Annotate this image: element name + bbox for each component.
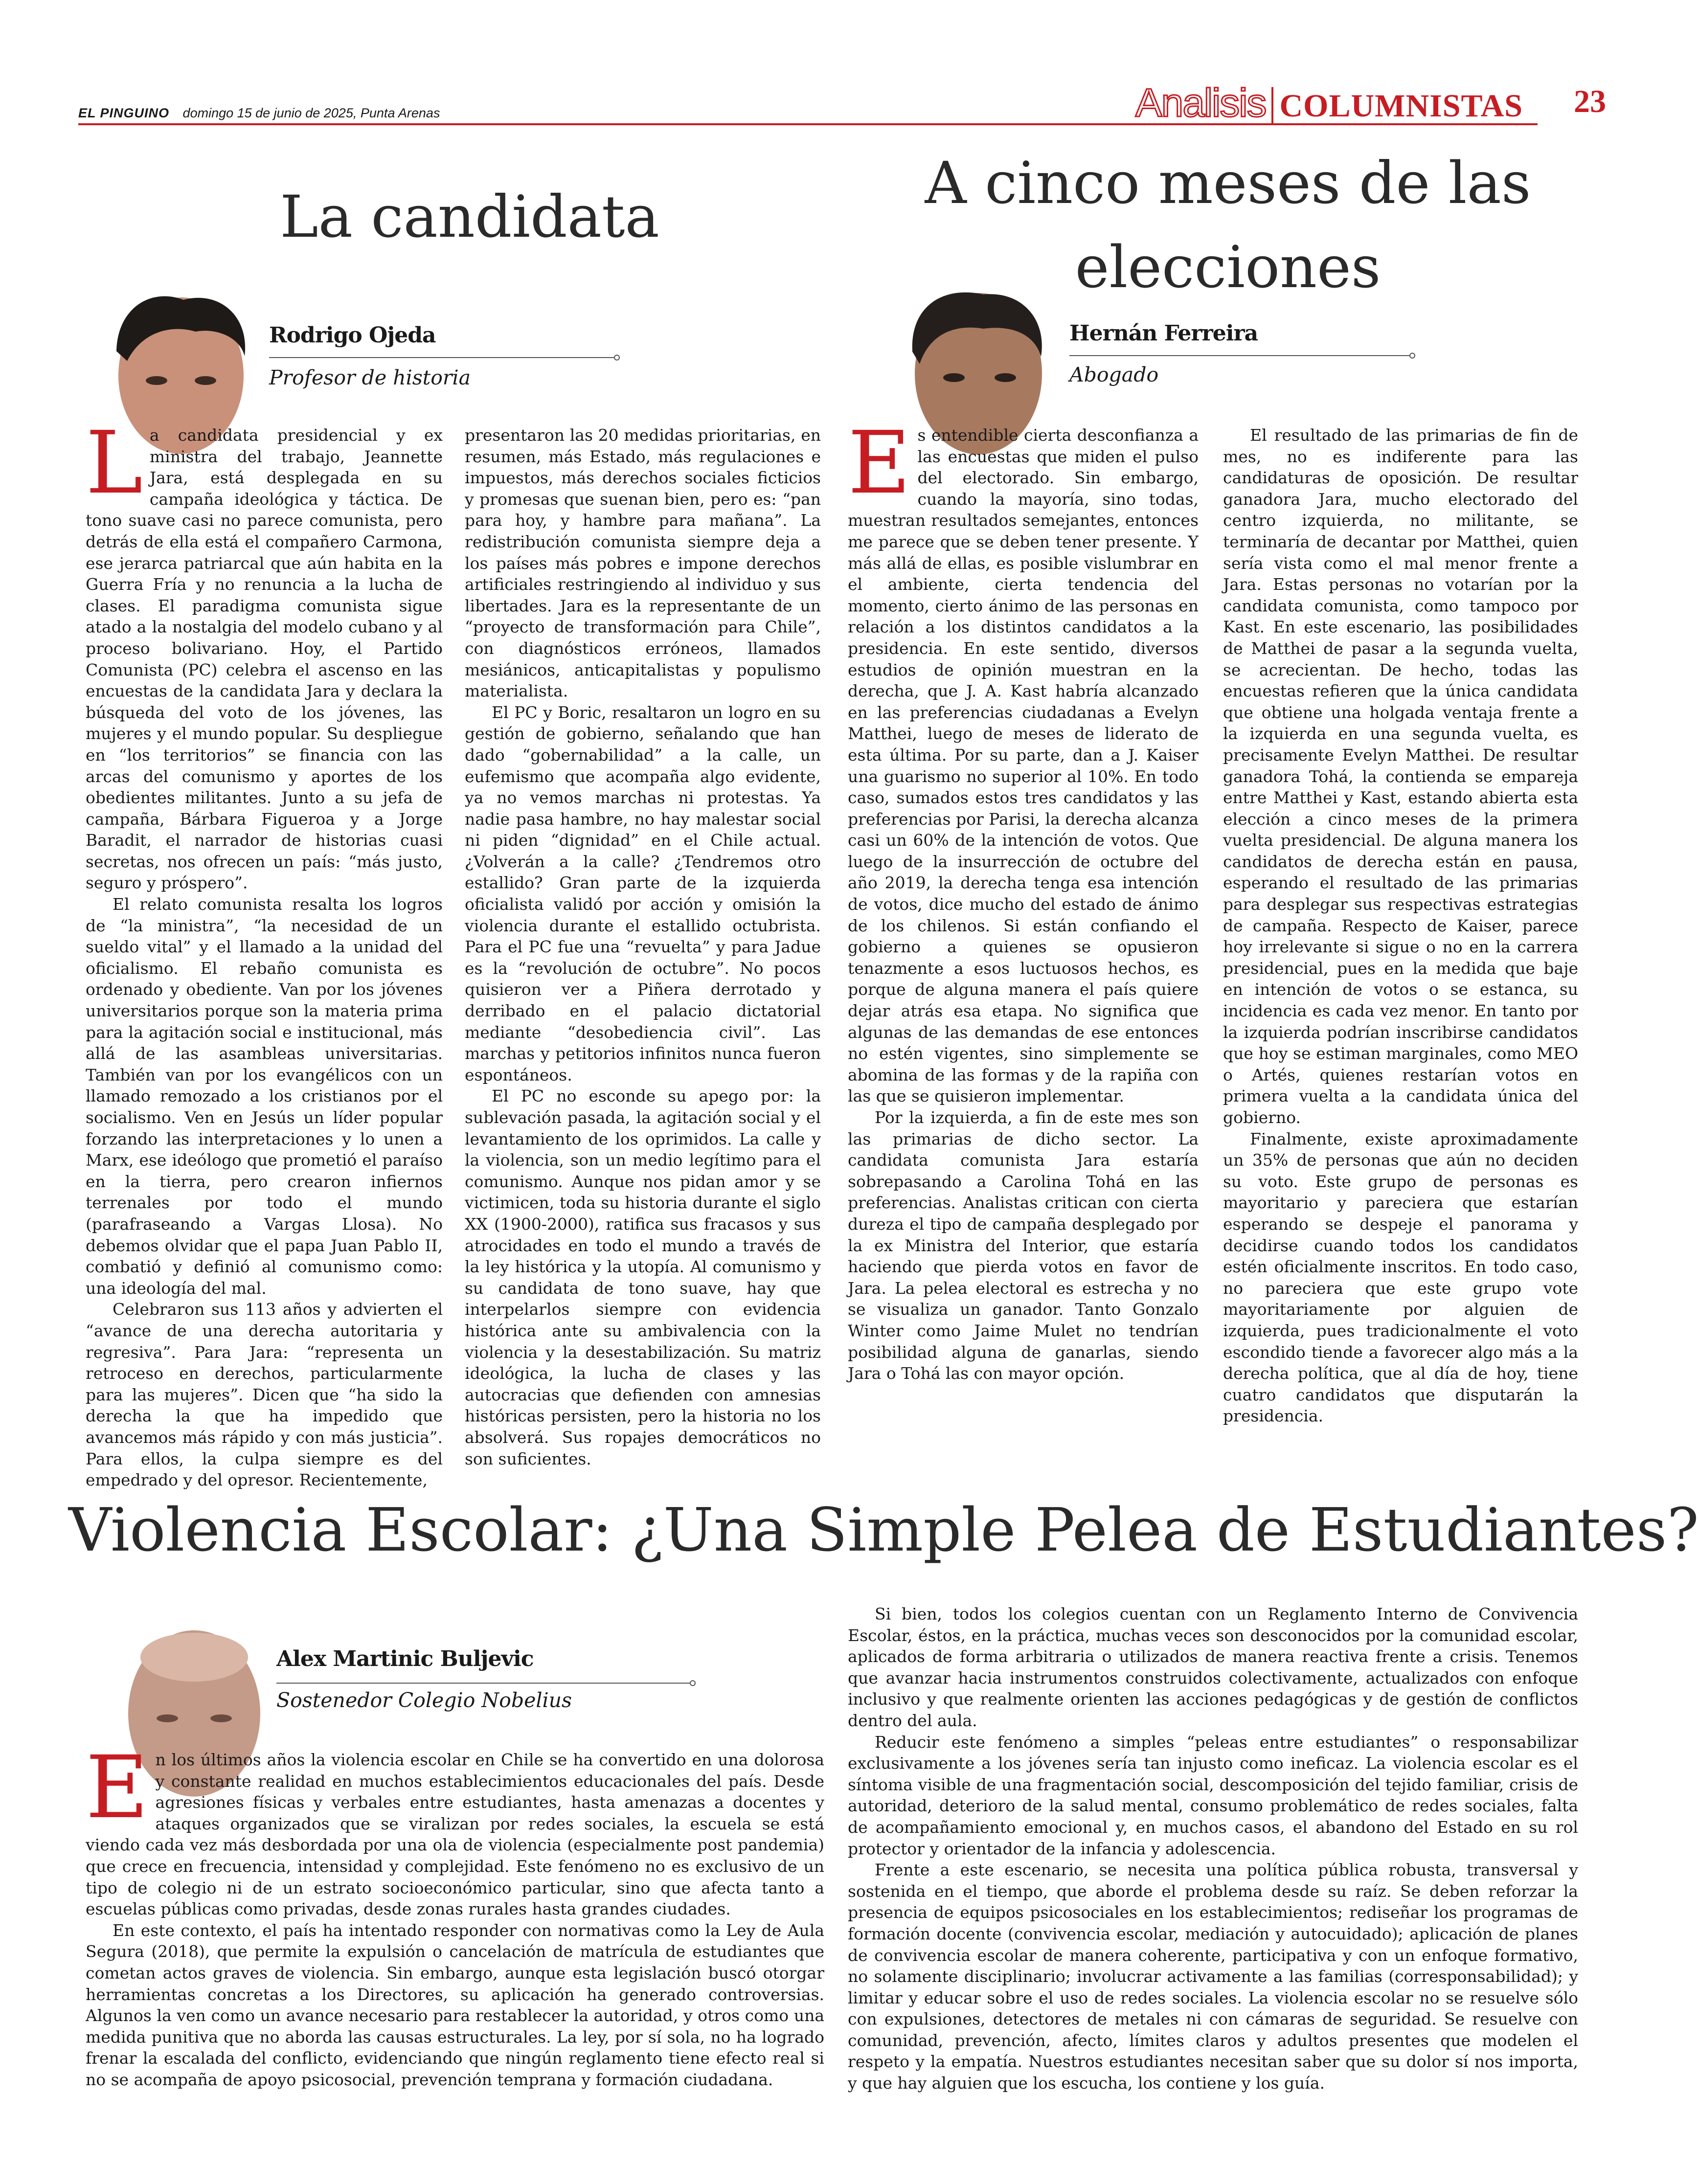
article1-column-1 xyxy=(86,413,443,1490)
date-place: domingo 15 de junio de 2025, Punta Arenas xyxy=(182,106,440,120)
article1-paragraph: Celebraron sus 113 años y advierten el “avance de una derecha autoritaria y regresiva”. Para Jara: “representa un retroceso en derechos, particularmente para las mujeres”. Dicen que “ha sido la derecha la que ha impedido que avancemos más rápido y con más justicia”. Para ellos, la culpa siempre es del empedrado y del opresor. Recientemente, xyxy=(86,1300,443,1490)
newspaper-name: EL PINGUINO xyxy=(78,106,170,120)
article1-headline: La candidata xyxy=(280,183,659,250)
article2-author: Hernán Ferreira xyxy=(1069,321,1258,346)
portrait-icon xyxy=(98,297,264,395)
article2-paragraph: Finalmente, existe aproximadamente un 35% de personas que aún no deciden su voto. Este grupo de personas es mayoritario y pareciera que estarían esperando se despeje el panorama y decidirse cuando todos los candidatos estén oficialmente inscritos. En todo caso, no pareciera que este grupo vote mayoritariamente por alguien de izquierda, pues tradicionalmente el voto escondido tiende a favorecer algo más a la derecha política, que al día de hoy, tiene cuatro candidatos que disputarán la presidencia. xyxy=(1223,1129,1578,1426)
article3-column-2 xyxy=(848,1603,1578,2151)
page-number: 23 xyxy=(1574,84,1606,119)
article1-paragraph: El PC y Boric, resaltaron un logro en su gestión de gobierno, señalando que han dado “gobernabilidad” a la calle, un eufemismo que acompaña algo evidente, ya no vemos marchas ni protestas. Ya nadie pasa hambre, no hay malestar social ni piden “dignidad” en el Chile actual. ¿Volverán a la calle? ¿Tendremos otro estallido? Gran parte de la izquierda oficialista validó por acción y omisión la violencia durante el estallido octubrista. Para el PC fue una “revuelta” y para Jadue es la “revolución de octubre”. No pocos quisieron ver a Piñera derrotado y derribado en el palacio dictatorial mediante “desobediencia civil”. Las marchas y petitorios infinitos nunca fueron espontáneos. xyxy=(465,702,821,1084)
article3-headline: Violencia Escolar: ¿Una Simple Pelea de Estudiantes? xyxy=(68,1495,1699,1565)
article3-paragraph: En los últimos años la violencia escolar en Chile se ha convertido en una dolorosa y constante realidad en muchos establecimientos educacionales del país. Desde agresiones físicas y verbales entre estudiantes, hasta amenazas a docentes y ataques organizados que se viralizan por redes sociales, la escuela se está viendo cada vez más desbordada por una ola de violencia (especialmente post pandemia) que crece en frecuencia, intensidad y complejidad. Este fenómeno no es exclusivo de un tipo de colegio ni de un estrato socioeconómico particular, sino que afecta tanto a escuelas públicas como privadas, desde zonas rurales hasta grandes ciudades. xyxy=(86,1737,824,1919)
section-divider xyxy=(1271,87,1273,123)
author-photo-hernan-ferreira xyxy=(885,291,1066,398)
article3-paragraph: En este contexto, el país ha intentado responder con normativas como la Ley de Aula Segura (2018), que permite la expulsión o cancelación de matrícula de estudiantes que cometan actos graves de violencia. Sin embargo, aunque esta legislación buscó otorgar herramientas concretas a los Directores, su aplicación ha generado controversias. Algunos la ven como un avance necesario para restablecer la autoridad, y otros como una medida punitiva que no aborda las causas estructurales. La ley, por sí sola, no ha logrado frenar la escalada del conflicto, evidenciando que ningún reglamento tiene efecto real si no se acompaña de apoyo psicosocial, prevención temprana y formación ciudadana. xyxy=(86,1920,824,2089)
article1-paragraph: El relato comunista resalta los logros de “la ministra”, “la necesidad de un sueldo vital” y el llamado a la unidad del oficialismo. El rebaño comunista es ordenado y obediente. Van por los jóvenes universitarios porque son la materia prima para la agitación social e institucional, más allá de las asambleas universitarias. También van por los evangélicos con un llamado remozado a los cristianos por el socialismo. Ven en Jesús un líder popular forzando las interpretaciones y lo unen a Marx, ese ideólogo que prometió el paraíso en la tierra, pero crearon infiernos terrenales por todo el mundo (parafraseando a Vargas Llosa). No debemos olvidar que el papa Juan Pablo II, combatió y definió al comunismo como: una ideología del mal. xyxy=(86,895,443,1298)
portrait-icon xyxy=(885,291,1066,398)
article3-author-role: Sostenedor Colegio Nobelius xyxy=(276,1689,572,1712)
author-photo-rodrigo-ojeda xyxy=(98,297,264,395)
article2-dropcap: E xyxy=(848,413,911,513)
article1-column-2 xyxy=(465,425,821,1466)
article2-author-role: Abogado xyxy=(1069,363,1159,386)
article1-paragraph: presentaron las 20 medidas prioritarias, en resumen, más Estado, más regulaciones e impuestos, más derechos sociales ficticios y promesas que suenan bien, pero es: “pan para hoy, y hambre para mañana”. La redistribución comunista siempre deja a los países más pobres e impone derechos artificiales restringiendo al individuo y sus libertades. Jara es la representante de un “proyecto de transformación para Chile”, con diagnósticos erróneos, llamados mesiánicos, anticapitalistas y populismo materialista. xyxy=(465,426,821,701)
portrait-icon xyxy=(113,1628,275,1731)
article3-author-rule xyxy=(276,1683,692,1684)
article2-paragraph: El resultado de las primarias de fin de mes, no es indiferente para las candidaturas de oposición. De resultar ganadora Jara, mucho electorado del centro izquierda, no militante, se terminaría de decantar por Matthei, quien sería vista como el mal menor frente a Jara. Estas personas no votarían por la candidata comunista, como tampoco por Kast. En este escenario, las posibilidades de Matthei de pasar a la segunda vuelta, se acrecientan. De hecho, todas las encuestas refieren que la única candidata que obtiene una holgada ventaja frente a la izquierda en una segunda vuelta, es precisamente Evelyn Matthei. De resultar ganadora Tohá, la contienda se empareja entre Matthei y Kast, estando abierta esta elección a cinco meses de la primera vuelta presidencial. De alguna manera los candidatos de derecha están en pausa, esperando el resultado de las primarias para desplegar sus respectivas estrategias de campaña. Respecto de Kaiser, parece hoy irrelevante si sigue o no en la carrera presidencial, pues en la medida que baje en intención de votos o se estanca, su incidencia es cada vez menor. En tanto por la izquierda podrían inscribirse candidatos que hoy se estiman marginales, como MEO o Artés, quienes restarían votos en primera vuelta a la candidata única del gobierno. xyxy=(1223,426,1578,1127)
article1-author-role: Profesor de historia xyxy=(269,366,471,389)
article3-column-1 xyxy=(86,1737,824,2150)
article2-column-1 xyxy=(848,413,1199,1466)
article2-headline: A cinco meses de las elecciones xyxy=(925,149,1531,301)
article3-dropcap: E xyxy=(86,1737,149,1838)
article3-paragraph: Si bien, todos los colegios cuentan con un Reglamento Interno de Convivencia Escolar, éstos, en la práctica, muchas veces son desconocidos por la comunidad escolar, aplicados de forma arbitraria o utilizados de manera reactiva frente a crisis. Tenemos que avanzar hacia instrumentos construidos colectivamente, actualizados con enfoque inclusivo y que realmente orienten las acciones pedagógicas y de gestión de conflictos dentro del aula. xyxy=(848,1604,1578,1730)
article1-paragraph: El PC no esconde su apego por: la sublevación pasada, la agitación social y el levantamiento de los oprimidos. La calle y la violencia, son un medio legítimo para el comunismo. Aunque nos pidan amor y se victimicen, toda su historia durante el siglo XX (1900-2000), ratifica sus fracasos y sus atrocidades en todo el mundo a través de la ley histórica y la utopía. Al comunismo y su candidata de tono suave, hay que interpelarlos siempre con evidencia histórica ante su ambivalencia con la violencia y la desestabilización. Su matriz ideológica, la lucha de clases y las autocracias que defienden con amnesias históricas persisten, pero la historia no los absolverá. Sus ropajes democráticos no son suficientes. xyxy=(465,1086,821,1468)
article1-dropcap: L xyxy=(86,413,143,513)
section-label xyxy=(1135,81,1523,125)
article1-paragraph: La candidata presidencial y ex ministra del trabajo, Jeannette Jara, está desplegada en su campaña ideológica y táctica. De tono suave casi no parece comunista, pero detrás de ella está el compañero Carmona, ese jerarca patriarcal que aún habita en la Guerra Fría y no renuncia a la lucha de clases. El paradigma comunista sigue atado a la nostalgia del modelo cubano y al proceso bolivariano. Hoy, el Partido Comunista (PC) celebra el ascenso en las encuestas de la candidata Jara y declara la búsqueda del voto de los jóvenes, las mujeres y el mundo popular. Su despliegue en “los territorios” se financia con las arcas del comunismo y aportes de los obedientes militantes. Junto a su jefa de campaña, Bárbara Figueroa y a Jorge Baradit, el narrador de historias cuasi secretas, nos ofrecen un país: “más justo, seguro y próspero”. xyxy=(86,413,443,893)
author-photo-alex-martinic xyxy=(113,1628,275,1731)
article2-paragraph: Por la izquierda, a fin de este mes son las primarias de dicho sector. La candidata comunista Jara estaría sobrepasando a Carolina Tohá en las preferencias. Analistas critican con cierta dureza el tipo de campaña desplegado por la ex Ministra del Interior, que estaría haciendo que pierda votos en favor de Jara. La pelea electoral es estrecha y no se visualiza un ganador. Tanto Gonzalo Winter como Jaime Mulet no tendrían posibilidad alguna de ganarlas, siendo Jara o Tohá las con mayor opción. xyxy=(848,1108,1199,1383)
article3-author: Alex Martinic Buljevic xyxy=(276,1646,534,1671)
section-prefix: Analisis xyxy=(1135,81,1266,125)
article2-paragraph: Es entendible cierta desconfianza a las encuestas que miden el pulso del electorado. Sin embargo, cuando la mayoría, sino todas, muestran resultados semejantes, entonces me parece que se deben tener presente. Y más allá de ellas, es posible vislumbrar en el ambiente, cierta tendencia del momento, cierto ánimo de las personas en relación a los distintos candidatos a la presidencia. En este sentido, diversos estudios de opinión muestran en la derecha, que J. A. Kast habría alcanzado en las preferencias ciudadanas a Evelyn Matthei, luego de meses de liderato de esta última. Por su parte, dan a J. Kaiser una guarismo no superior al 10%. En todo caso, sumados estos tres candidatos y las preferencias por Parisi, la derecha alcanza casi un 60% de la intención de votos. Que luego de la insurrección de octubre del año 2019, la derecha tenga esa intención de votos, dice mucho del estado de ánimo de los chilenos. Si están confiando el gobierno a quienes se opusieron tenazmente a esos luctuosos hechos, es porque de alguna manera el país quiere dejar atrás esa etapa. No significa que algunas de las demandas de ese entonces no estén vigentes, sino simplemente se abomina de las formas y de la rapiña con las que se quisieron implementar. xyxy=(848,413,1199,1106)
article2-author-rule xyxy=(1069,355,1412,356)
article2-column-2 xyxy=(1223,425,1578,1466)
article1-author-rule xyxy=(269,357,616,358)
masthead xyxy=(78,106,440,121)
article1-author: Rodrigo Ojeda xyxy=(269,323,436,348)
article3-paragraph: Reducir este fenómeno a simples “peleas entre estudiantes” o responsabilizar exclusivamente a los jóvenes sería tan injusto como ineficaz. La violencia escolar es el síntoma visible de una fragmentación social, descomposición del tejido familiar, crisis de autoridad, deterioro de la salud mental, consumo problemático de redes sociales, falta de acompañamiento emocional y, en muchos casos, el abandono del Estado en su rol protector y orientador de la infancia y adolescencia. xyxy=(848,1732,1578,1858)
article3-paragraph: Frente a este escenario, se necesita una política pública robusta, transversal y sostenida en el tiempo, que aborde el problema desde su raíz. Se deben reforzar la presencia de equipos psicosociales en los establecimientos; rediseñar los programas de formación docente (convivencia escolar, mediación y autocuidado); aplicación de planes de convivencia escolar de manera coherente, participativa y con un enfoque formativo, no solamente disciplinario; involucrar activamente a las familias (corresponsabilidad); y limitar y educar sobre el uso de redes sociales. La violencia escolar no se resuelve sólo con expulsiones, detectores de metales ni con cámaras de seguridad. Se resuelve con comunidad, prevención, afecto, límites claros y adultos presentes que modelen el respeto y la empatía. Nuestros estudiantes necesitan saber que su dolor sí nos importa, y que hay alguien que los escucha, los contiene y los guía. xyxy=(848,1860,1578,2093)
section-name: COLUMNISTAS xyxy=(1279,88,1523,124)
